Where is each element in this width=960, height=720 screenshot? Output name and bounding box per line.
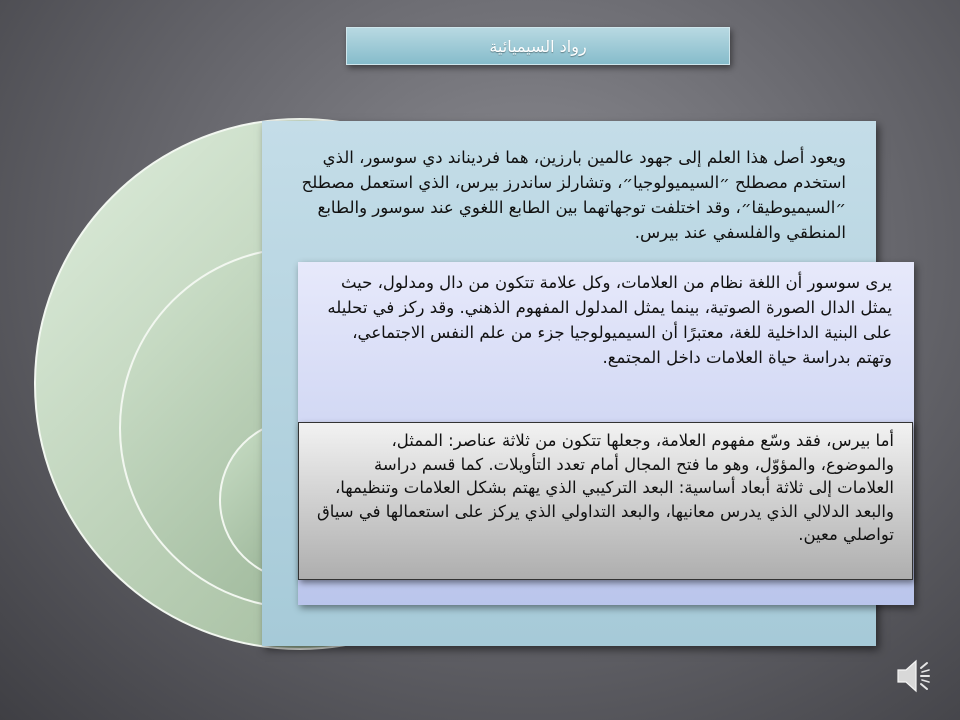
text-panel-peirce [298, 422, 913, 580]
slide-title [346, 27, 730, 65]
paragraph-origins: ويعود أصل هذا العلم إلى جهود عالمين بارزين، هما فرديناند دي سوسور، الذي استخدم مصطلح ״السيميولوجيا״، وتشارلز ساندرز بيرس، الذي استعمل مصطلح ״السيميوطيقا״، وقد اختلفت توجهاتهما بين الطابع اللغوي عند سوسور والطابع المنطقي والفلسفي عند بيرس. [301, 148, 846, 242]
slide-title-text: رواد السيميائية [489, 36, 587, 56]
paragraph-saussure: يرى سوسور أن اللغة نظام من العلامات، وكل علامة تتكون من دال ومدلول، حيث يمثل الدال الصورة الصوتية، بينما يمثل المدلول المفهوم الذهني. وقد ركز في تحليله على البنية الداخلية للغة، معتبرًا أن السيميولوجيا جزء من علم النفس الاجتماعي، وتهتم بدراسة حياة العلامات داخل المجتمع. [327, 273, 892, 367]
speaker-icon[interactable] [894, 655, 936, 697]
paragraph-peirce: أما بيرس، فقد وسّع مفهوم العلامة، وجعلها تتكون من ثلاثة عناصر: الممثل، والموضوع، والمؤوّل، وهو ما فتح المجال أمام تعدد التأويلات. كما قسم دراسة العلامات إلى ثلاثة أبعاد أساسية: البعد التركيبي الذي يهتم بشكل العلامات وتنظيمها، والبعد الدلالي الذي يدرس معانيها، والبعد التداولي الذي يركز على استعمالها في سياق تواصلي معين. [316, 431, 894, 544]
